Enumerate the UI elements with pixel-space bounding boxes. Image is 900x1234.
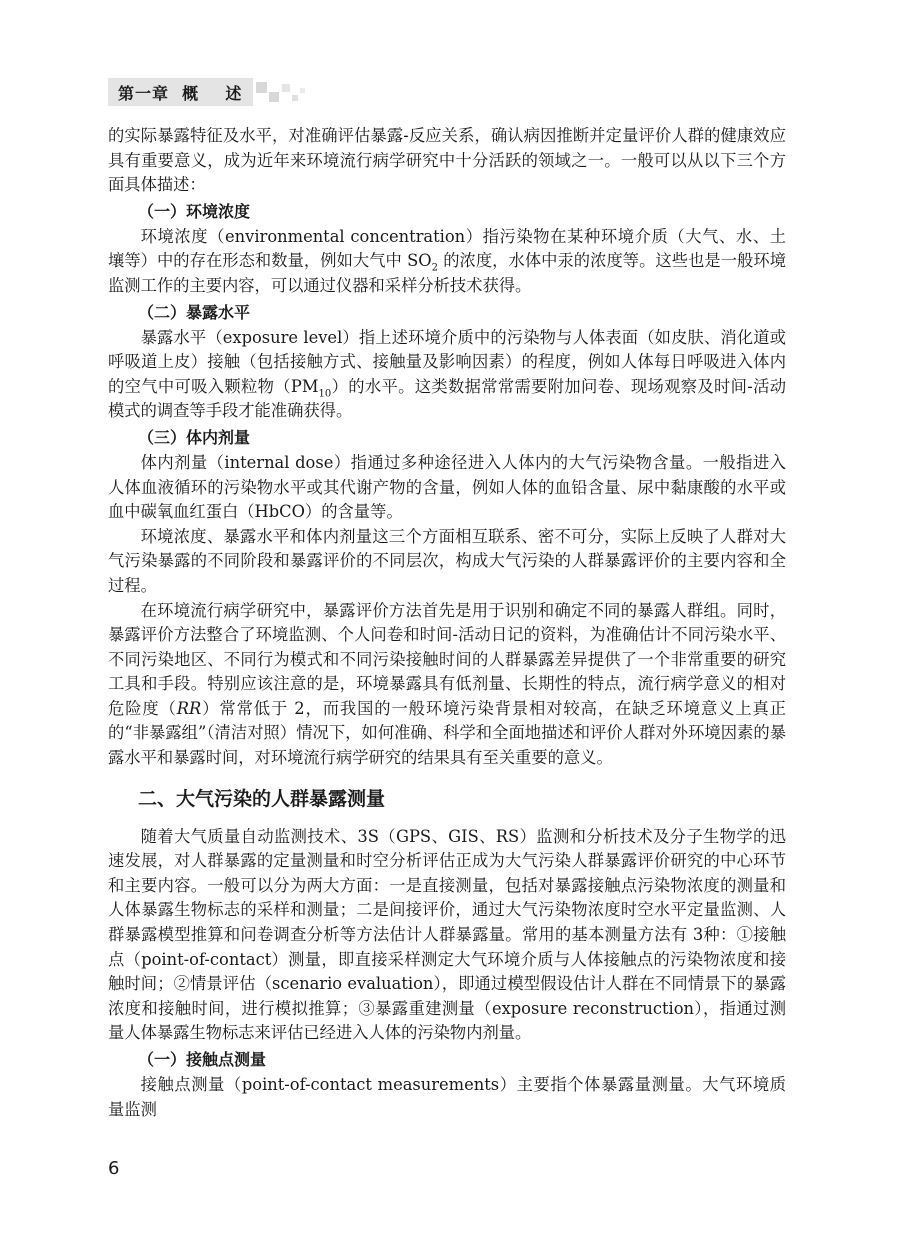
page-number: 6 bbox=[108, 1158, 120, 1179]
point-of-contact-paragraph: 接触点测量（point-of-contact measurements）主要指个体暴露量测量。大气环境质量监测 bbox=[108, 1075, 786, 1119]
chapter-header-tab bbox=[108, 78, 253, 106]
decorative-square bbox=[292, 95, 298, 101]
environmental-concentration-paragraph: 环境浓度（environmental concentration）指污染物在某种环境介质（大气、水、土壤等）中的存在形态和数量，例如大气中 $SO_2$ 的浓度，水体中汞的浓度等。这些也是一般环境监测工作的主要内容，可以通过仪器和采样分析技术获得。 bbox=[108, 226, 786, 295]
chapter-label: 第一章 概 述 bbox=[118, 83, 243, 103]
decorative-square bbox=[256, 82, 267, 93]
subheading-exposure-level: （二）暴露水平 bbox=[138, 302, 251, 322]
decorative-square bbox=[269, 92, 279, 102]
summary-paragraph: 环境浓度、暴露水平和体内剂量这三个方面相互联系、密不可分，实际上反映了人群对大气污染暴露的不同阶段和暴露评价的不同层次，构成大气污染的人群暴露评价的主要内容和全过程。 bbox=[108, 526, 786, 595]
subheading-internal-dose: （三）体内剂量 bbox=[138, 427, 251, 447]
subheading-point-of-contact: （一）接触点测量 bbox=[138, 1050, 267, 1069]
measurement-paragraph: 随着大气质量自动监测技术、3S（GPS、GIS、RS）监测和分析技术及分子生物学的迅速发展，对人群暴露的定量测量和时空分析评估正成为大气污染人群暴露评价研究的中心环节和主要内容。一般可以分为两大方面：一是直接测量，包括对暴露接触点污染物浓度的测量和人体暴露生物标志的采样和测量；二是间接评价，通过大气污染物浓度时空水平定量监测、人群暴露模型推算和问卷调查分析等方法估计人群暴露量。常用的基本测量方法有 3种：①接触点（point-of-contact）测量，即直接采样测定大气环境介质与人体接触点的污染物浓度和接触时间；②情景评估（scenario evaluation），即通过模型假设估计人群在不同情景下的暴露浓度和接触时间，进行模拟推算；③暴露重建测量（exposure reconstruction），指通过测量人体暴露生物标志来评估已经进入人体的污染物内剂量。 bbox=[108, 826, 786, 1043]
intro-paragraph: 的实际暴露特征及水平，对准确评估暴露-反应关系，确认病因推断并定量评价人群的健康效应具有重要意义，成为近年来环境流行病学研究中十分活跃的领域之一。一般可以从以下三个方面具体描述： bbox=[108, 126, 786, 195]
exposure-level-paragraph: 暴露水平（exposure level）指上述环境介质中的污染物与人体表面（如皮肤、消化道或呼吸道上皮）接触（包括接触方式、接触量及影响因素）的程度，例如人体每日呼吸进入体内的空气中可吸入颗粒物$(PM_{10})$的水平。这类数据常常需要附加问卷、现场观察及时间-活动模式的调查等手段才能准确获得。 bbox=[108, 327, 786, 421]
chapter-header bbox=[108, 78, 308, 106]
decorative-square bbox=[282, 84, 290, 92]
section-heading-exposure-measurement: 二、大气污染的人群暴露测量 bbox=[138, 787, 386, 810]
decorative-square bbox=[300, 88, 305, 93]
internal-dose-paragraph: 体内剂量（internal dose）指通过多种途径进入人体内的大气污染物含量。一般指进入人体血液循环的污染物水平或其代谢产物的含量，例如人体的血铅含量、尿中黏康酸的水平或血中碳氧血红蛋白（HbCO）的含量等。 bbox=[108, 452, 786, 522]
subheading-environmental-concentration: （一）环境浓度 bbox=[138, 201, 251, 221]
exposure-methods-paragraph: 在环境流行病学研究中，暴露评价方法首先是用于识别和确定不同的暴露人群组。同时，暴露评价方法整合了环境监测、个人问卷和时间-活动日记的资料，为准确估计不同污染水平、不同污染地区、不同行为模式和不同污染接触时间的人群暴露差异提供了一个非常重要的研究工具和手段。特别应该注意的是，环境暴露具有低剂量、长期性的特点，流行病学意义的相对危险度（RR）常常低于 2，而我国的一般环境污染背景相对较高，在缺乏环境意义上真正的“非暴露组”（清洁对照）情况下，如何准确、科学和全面地描述和评价人群对外环境因素的暴露水平和暴露时间，对环境流行病学研究的结果具有至关重要的意义。 bbox=[108, 600, 786, 768]
page-body bbox=[108, 124, 786, 1122]
